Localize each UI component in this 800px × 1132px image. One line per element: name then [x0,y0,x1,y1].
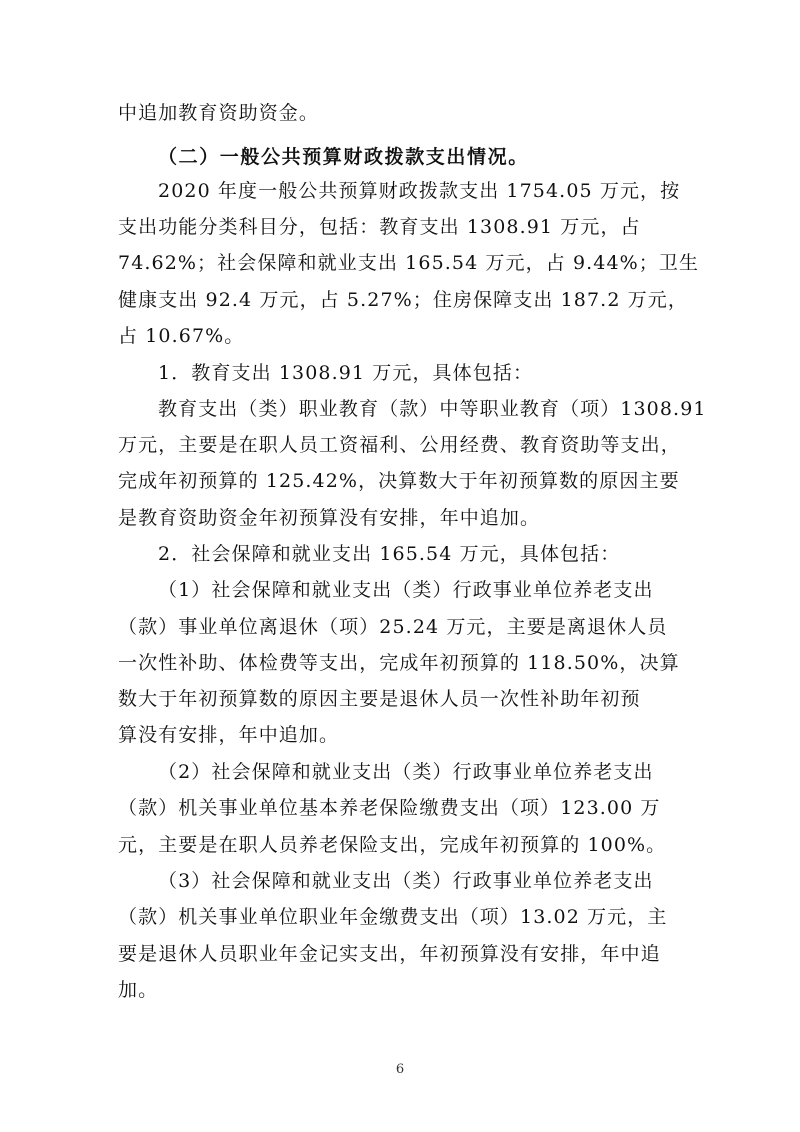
paragraph-line: 元，主要是在职人员养老保险支出，完成年初预算的 100%。 [118,834,667,856]
section-heading: （二）一般公共预算财政拨款支出情况。 [158,146,529,168]
paragraph-line: （款）事业单位离退休（项）25.24 万元，主要是离退休人员 [118,616,668,638]
paragraph-line: 占 10.67%。 [118,325,245,347]
paragraph-line: （3）社会保障和就业支出（类）行政事业单位养老支出 [158,870,654,892]
paragraph-line: 万元，主要是在职人员工资福利、公用经费、教育资助等支出， [118,434,681,456]
paragraph-line: 要是退休人员职业年金记实支出，年初预算没有安排，年中追 [118,943,661,965]
paragraph-line: （款）机关事业单位职业年金缴费支出（项）13.02 万元，主 [118,906,668,928]
subsection-heading: 1．教育支出 1308.91 万元，具体包括： [158,362,534,384]
paragraph-line: 健康支出 92.4 万元，占 5.27%；住房保障支出 187.2 万元， [118,289,688,311]
paragraph-line: （1）社会保障和就业支出（类）行政事业单位养老支出 [158,579,654,601]
paragraph-line: 完成年初预算的 125.42%，决算数大于年初预算数的原因主要 [118,470,680,492]
paragraph-line: 算没有安排，年中追加。 [118,724,340,746]
page-number: 6 [395,1062,405,1077]
paragraph-line: 支出功能分类科目分，包括：教育支出 1308.91 万元，占 [118,216,641,238]
paragraph-line: 数大于年初预算数的原因主要是退休人员一次性补助年初预 [118,688,641,710]
paragraph-line: （款）机关事业单位基本养老保险缴费支出（项）123.00 万 [118,797,661,819]
subsection-heading: 2．社会保障和就业支出 165.54 万元，具体包括： [158,543,621,565]
paragraph-line: 加。 [118,979,159,1001]
paragraph-line: 是教育资助资金年初预算没有安排，年中追加。 [118,507,541,529]
paragraph-line: 教育支出（类）职业教育（款）中等职业教育（项）1308.91 [158,398,707,420]
paragraph-line: 一次性补助、体检费等支出，完成年初预算的 118.50%，决算 [118,652,680,674]
paragraph-line: 74.62%；社会保障和就业支出 165.54 万元，占 9.44%；卫生 [118,252,700,274]
paragraph-line: 2020 年度一般公共预算财政拨款支出 1754.05 万元，按 [158,180,681,202]
paragraph-line: （2）社会保障和就业支出（类）行政事业单位养老支出 [158,761,654,783]
paragraph-line: 中追加教育资助资金。 [118,102,320,124]
